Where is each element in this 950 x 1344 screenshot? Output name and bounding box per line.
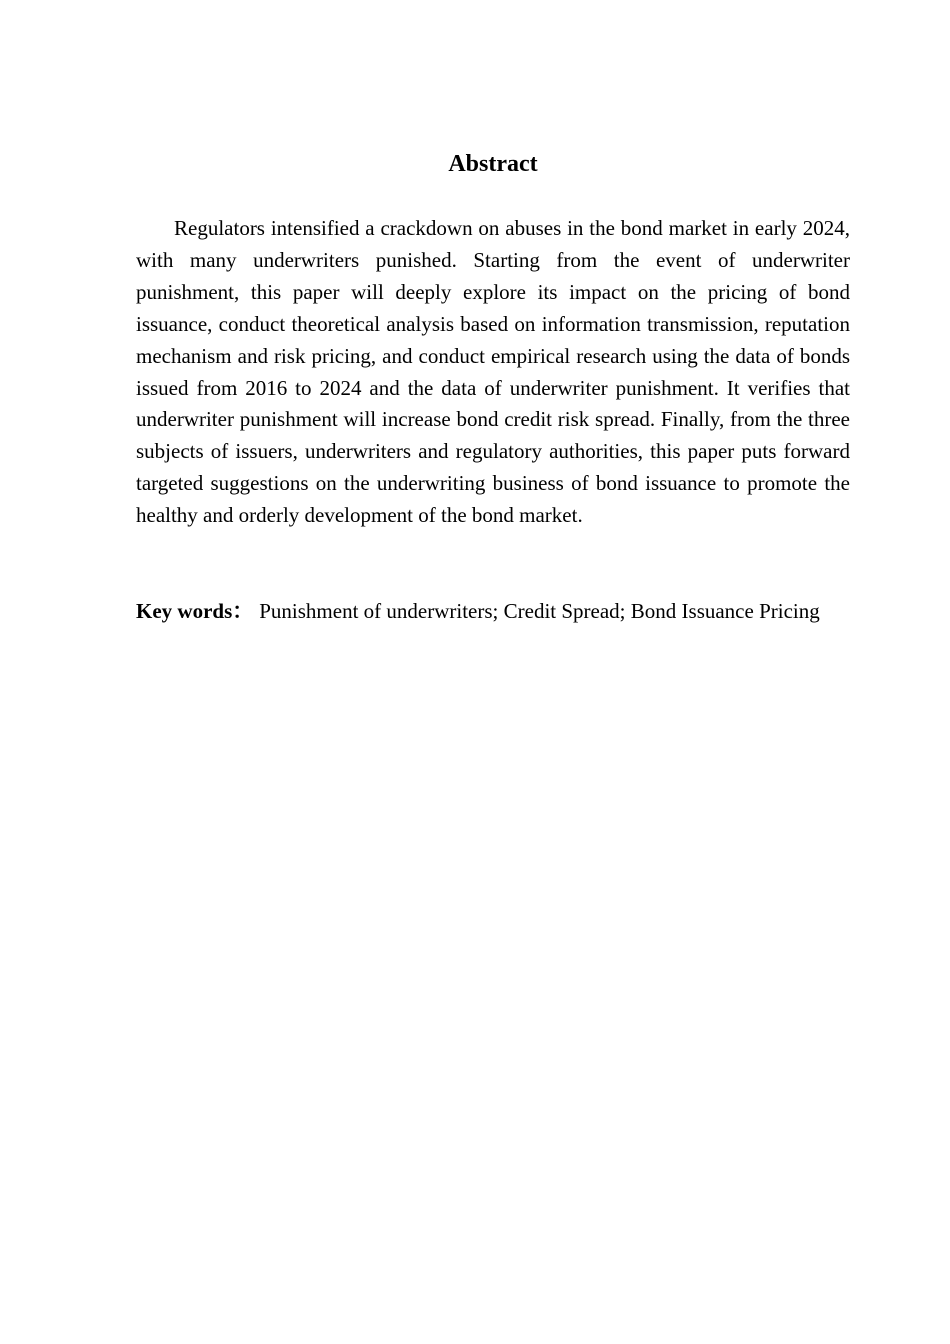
keywords-label: Key words <box>136 599 233 623</box>
keywords-separator: ： <box>232 599 254 623</box>
abstract-heading: Abstract <box>448 151 538 177</box>
abstract-paragraph: Regulators intensified a crackdown on abuses in the bond market in early 2024, with many underwriters punished. Starting from the event of underwriter punishment, this paper will deeply explore its impact on the pricing of bond issuance, conduct theoretical analysis based on information transmission, reputation mechanism and risk pricing, and conduct empirical research using the data of bonds issued from 2016 to 2024 and the data of underwriter punishment. It verifies that underwriter punishment will increase bond credit risk spread. Finally, from the three subjects of issuers, underwriters and regulatory authorities, this paper puts forward targeted suggestions on the underwriting business of bond issuance to promote the healthy and orderly development of the bond market. <box>136 216 850 528</box>
keywords-line <box>136 596 836 628</box>
keywords-text: Punishment of underwriters; Credit Spread; Bond Issuance Pricing <box>259 599 820 623</box>
